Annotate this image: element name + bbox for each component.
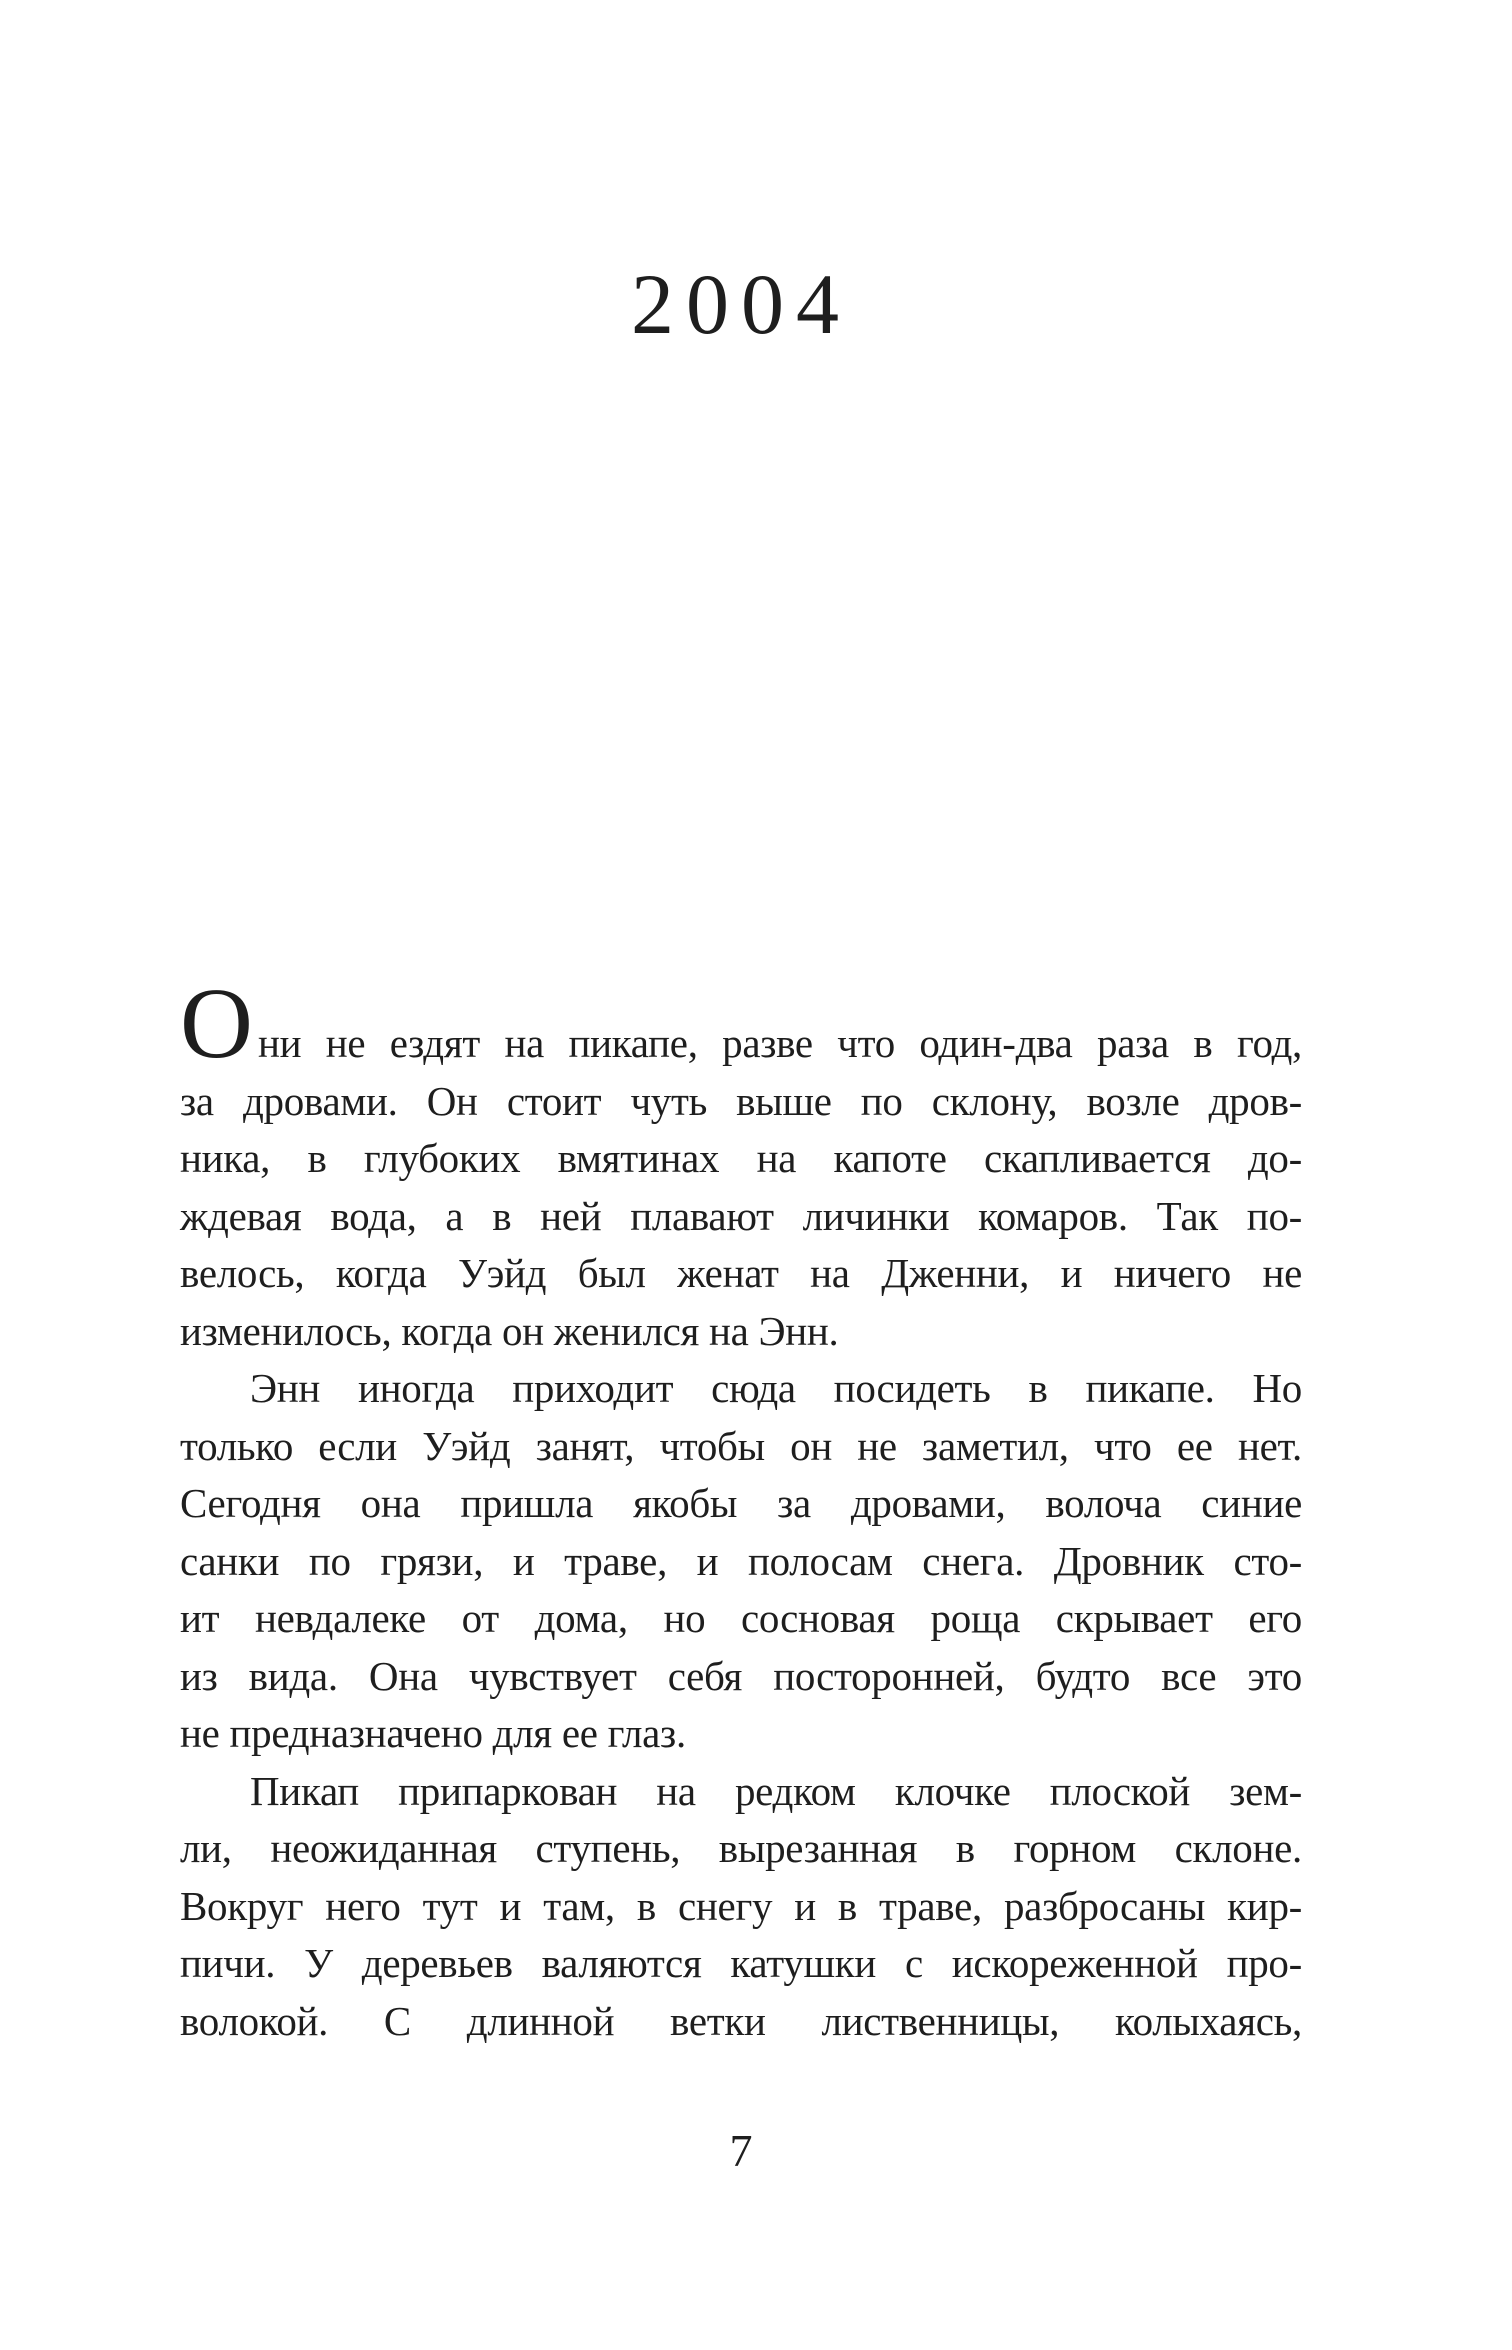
page-number: 7 bbox=[729, 2125, 753, 2176]
chapter-heading: 2004 bbox=[631, 256, 851, 352]
initial-letter: О bbox=[180, 967, 253, 1079]
text-line: не предназначено для ее глаз. bbox=[180, 1710, 686, 1756]
text-line: изменилось, когда он женился на Энн. bbox=[180, 1307, 839, 1354]
text-line: волокой. С длинной ветки лиственницы, колыхаясь, bbox=[180, 1997, 1302, 2044]
text-line: Они не ездят на пикапе, разве что один-два раза в год, bbox=[180, 967, 1302, 1079]
text-line: за дровами. Он стоит чуть выше по склону, возле дров- bbox=[180, 1077, 1302, 1124]
text-line: велось, когда Уэйд был женат на Дженни, и ничего не bbox=[180, 1250, 1302, 1296]
text-line: пичи. У деревьев валяются катушки с искореженной про- bbox=[180, 1940, 1302, 1986]
text-line: ли, неожиданная ступень, вырезанная в горном склоне. bbox=[180, 1825, 1302, 1871]
text-line: Сегодня она пришла якобы за дровами, волоча синие bbox=[180, 1480, 1302, 1526]
text-line: Вокруг него тут и там, в снегу и в траве, разбросаны кир- bbox=[180, 1882, 1302, 1929]
text-line: только если Уэйд занят, чтобы он не заметил, что ее нет. bbox=[180, 1422, 1302, 1469]
text-line: ника, в глубоких вмятинах на капоте скапливается до- bbox=[180, 1135, 1302, 1181]
text-line: Пикап припаркован на редком клочке плоской зем- bbox=[250, 1767, 1302, 1814]
text-line: ждевая вода, а в ней плавают личинки комаров. Так по- bbox=[180, 1192, 1302, 1239]
text-line: санки по грязи, и траве, и полосам снега. Дровник сто- bbox=[180, 1537, 1302, 1584]
text-line: Энн иногда приходит сюда посидеть в пикапе. Но bbox=[250, 1365, 1302, 1411]
text-line: ит невдалеке от дома, но сосновая роща скрывает его bbox=[180, 1595, 1302, 1641]
body-text bbox=[180, 967, 1302, 2050]
text-line: из вида. Она чувствует себя посторонней, будто все это bbox=[180, 1652, 1302, 1699]
